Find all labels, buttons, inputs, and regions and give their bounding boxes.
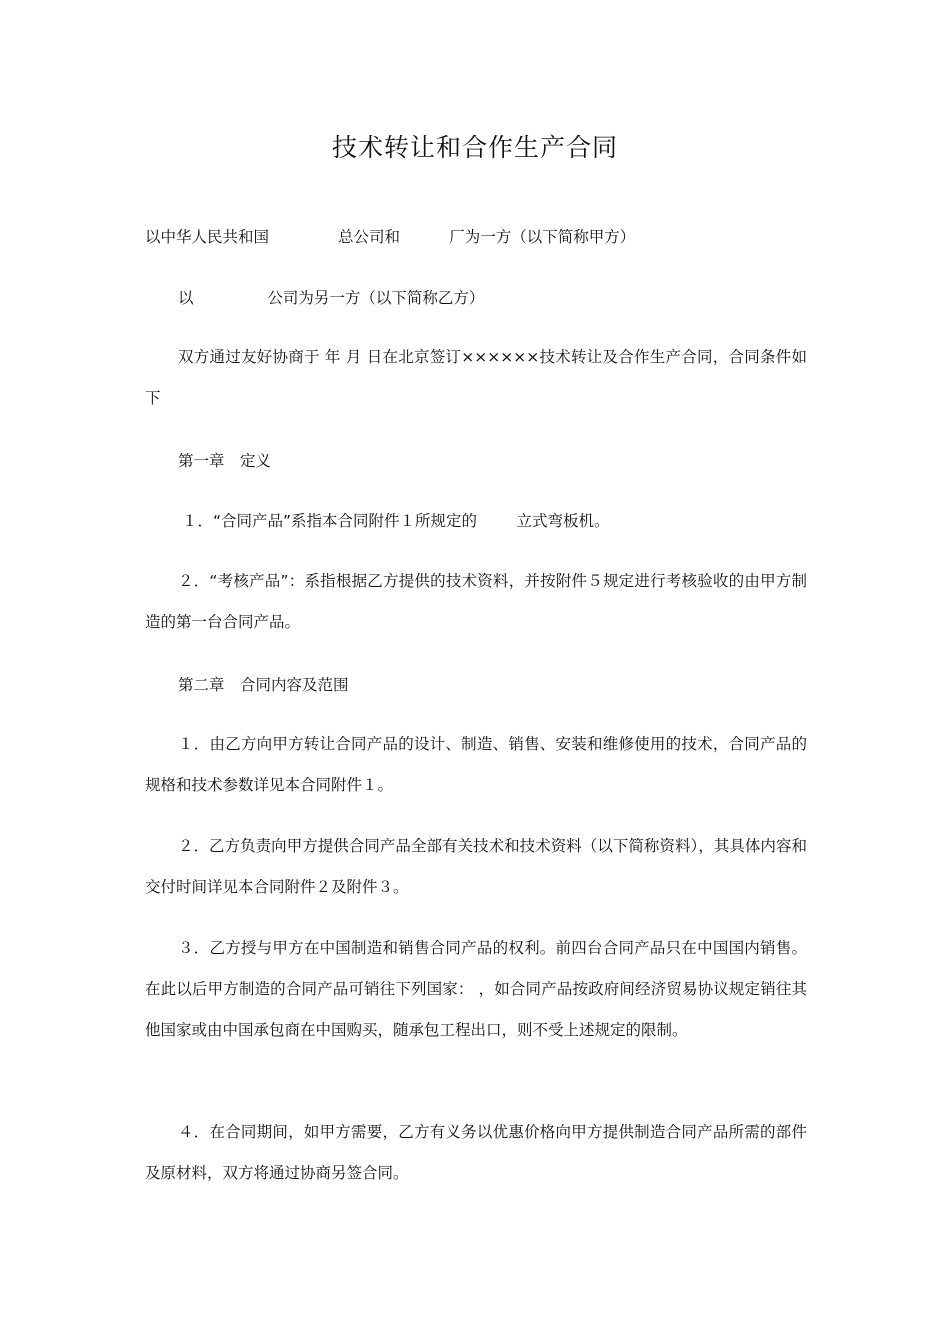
chapter-2-item-3: ３．乙方授与甲方在中国制造和销售合同产品的权利。前四台合同产品只在中国国内销售。在此以后甲方制造的合同产品可销往下列国家： ，如合同产品按政府间经济贸易协议规定销往其他国家或由中国承包商在中国购买，随承包工程出口，则不受上述规定的限制。 — [145, 939, 807, 1039]
chapter-2-heading: 第二章 合同内容及范围 — [178, 676, 349, 694]
party-b-line: 以 公司为另一方（以下简称乙方） — [178, 289, 485, 307]
chapter-1-heading: 第一章 定义 — [178, 452, 272, 470]
party-a-line: 以中华人民共和国 总公司和 厂为一方（以下简称甲方） — [145, 228, 636, 246]
document-title: 技术转让和合作生产合同 — [331, 133, 618, 162]
chapter-1-item-1: １．“合同产品”系指本合同附件１所规定的 立式弯板机。 — [182, 512, 610, 530]
chapter-2-item-2: ２．乙方负责向甲方提供合同产品全部有关技术和技术资料（以下简称资料），其具体内容和交付时间详见本合同附件２及附件３。 — [145, 837, 807, 896]
chapter-2-item-4: ４．在合同期间，如甲方需要，乙方有义务以优惠价格向甲方提供制造合同产品所需的部件及原材料，双方将通过协商另签合同。 — [145, 1123, 807, 1182]
preamble-paragraph: 双方通过友好协商于 年 月 日在北京签订××××××技术转让及合作生产合同，合同条件如下 — [145, 348, 807, 407]
chapter-2-item-1: １．由乙方向甲方转让合同产品的设计、制造、销售、安装和维修使用的技术，合同产品的规格和技术参数详见本合同附件１。 — [145, 735, 807, 794]
chapter-1-item-2: ２．“考核产品”：系指根据乙方提供的技术资料，并按附件５规定进行考核验收的由甲方制造的第一台合同产品。 — [145, 572, 807, 631]
